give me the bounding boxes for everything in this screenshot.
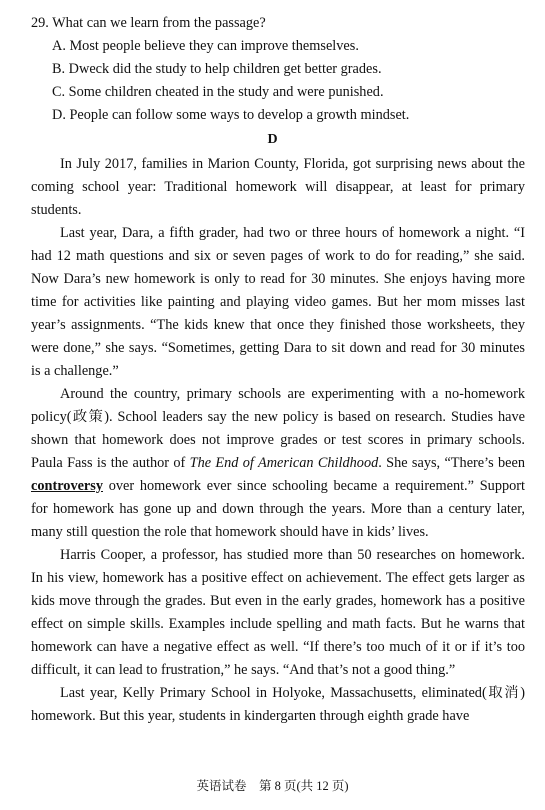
question-29 (31, 12, 409, 127)
book-title: The End of American Childhood (189, 455, 379, 471)
underlined-word: controversy (31, 478, 103, 494)
passage-d (31, 153, 525, 728)
paragraph-4: Harris Cooper, a professor, has studied more than 50 researches on homework. In his view, homework has a positive effect on achievement. The effect gets larger as kids move through the grades. But even in the early grades, homework has a positive effect on simple skills. Examples include spelling and math facts. But he warns that homework can have a negative effect as well. “If there’s too much of it or if it’s too difficult, it can lead to frustration,” he says. “And that’s not a good thing.” (31, 547, 525, 678)
section-title: D (267, 132, 278, 147)
paragraph-3 (31, 383, 525, 544)
page-footer: 英语试卷 第 8 页(共 12 页) (196, 779, 349, 793)
paragraph-5: Last year, Kelly Primary School in Holyoke, Massachusetts, eliminated(取消) homework. But this year, students in kindergarten through eighth grade have (31, 685, 525, 724)
question-stem: 29. What can we learn from the passage? (31, 15, 266, 31)
paragraph-2: Last year, Dara, a fifth grader, had two or three hours of homework a night. “I had 12 math questions and six or seven pages of work to do for reading,” she said. Now Dara’s new homework is only to read for 30 minutes. She enjoys having more time for activities like painting and playing video games. But her mom misses last year’s assignments. “The kids knew that once they finished those worksheets, they were done,” she says. “Sometimes, getting Dara to sit down and read for 30 minutes is a challenge.” (31, 225, 525, 379)
paragraph-3-part-b: . She says, “There’s been (378, 455, 525, 471)
paragraph-3-part-c: over homework ever since schooling became a requirement.” Support for homework has gone up and down through the years. More than a century later, many still question the role that homework should have in kids’ lives. (31, 478, 525, 540)
option-d: D. People can follow some ways to develop a growth mindset. (52, 107, 410, 123)
paragraph-1: In July 2017, families in Marion County, Florida, got surprising news about the coming school year: Traditional homework will disappear, at least for primary students. (31, 156, 525, 218)
option-b: B. Dweck did the study to help children get better grades. (52, 61, 382, 77)
option-a: A. Most people believe they can improve themselves. (52, 38, 359, 54)
option-c: C. Some children cheated in the study and were punished. (52, 84, 384, 100)
paragraph-3-part-a: Around the country, primary schools are experimenting with a no-homework policy(政策). School leaders say the new policy is based on research. Studies have shown that homework does not improve grades or test scores in primary schools. Paula Fass is the author of (31, 386, 525, 471)
